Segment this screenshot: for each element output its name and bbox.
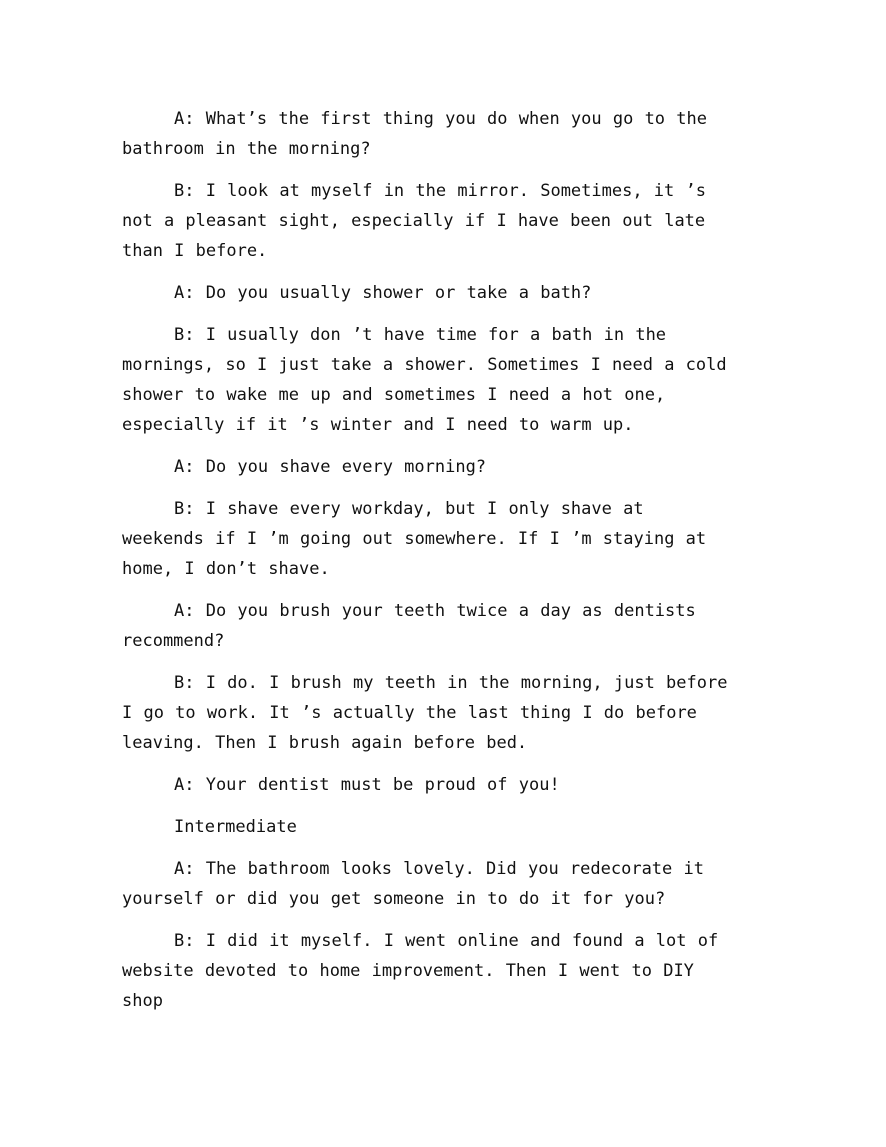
paragraph-5: A: Do you shave every morning? [174, 457, 487, 477]
section-heading-intermediate: Intermediate [174, 817, 297, 837]
paragraph-7: A: Do you brush your teeth twice a day as dentists recommend? [122, 601, 696, 651]
paragraph-9: A: Your dentist must be proud of you! [174, 775, 560, 795]
paragraph-2: B: I look at myself in the mirror. Sometimes, it ’s not a pleasant sight, especially if I have been out late than I before. [122, 181, 706, 261]
paragraph-3: A: Do you usually shower or take a bath? [174, 283, 592, 303]
dialogue-body [122, 104, 734, 1028]
paragraph-1: A: What’s the first thing you do when you go to the bathroom in the morning? [122, 109, 707, 159]
paragraph-11: A: The bathroom looks lovely. Did you redecorate it yourself or did you get someone in to do it for you? [122, 859, 704, 909]
paragraph-12: B: I did it myself. I went online and found a lot of website devoted to home improvement. Then I went to DIY shop [122, 931, 719, 1011]
paragraph-4: B: I usually don ’t have time for a bath in the mornings, so I just take a shower. Sometimes I need a cold shower to wake me up and sometimes I need a hot one, especially if it ’s winter and I need to warm up. [122, 325, 727, 435]
paragraph-8: B: I do. I brush my teeth in the morning, just before I go to work. It ’s actually the last thing I do before leaving. Then I brush again before bed. [122, 673, 728, 753]
paragraph-6: B: I shave every workday, but I only shave at weekends if I ’m going out somewhere. If I ’m staying at home, I don’t shave. [122, 499, 707, 579]
